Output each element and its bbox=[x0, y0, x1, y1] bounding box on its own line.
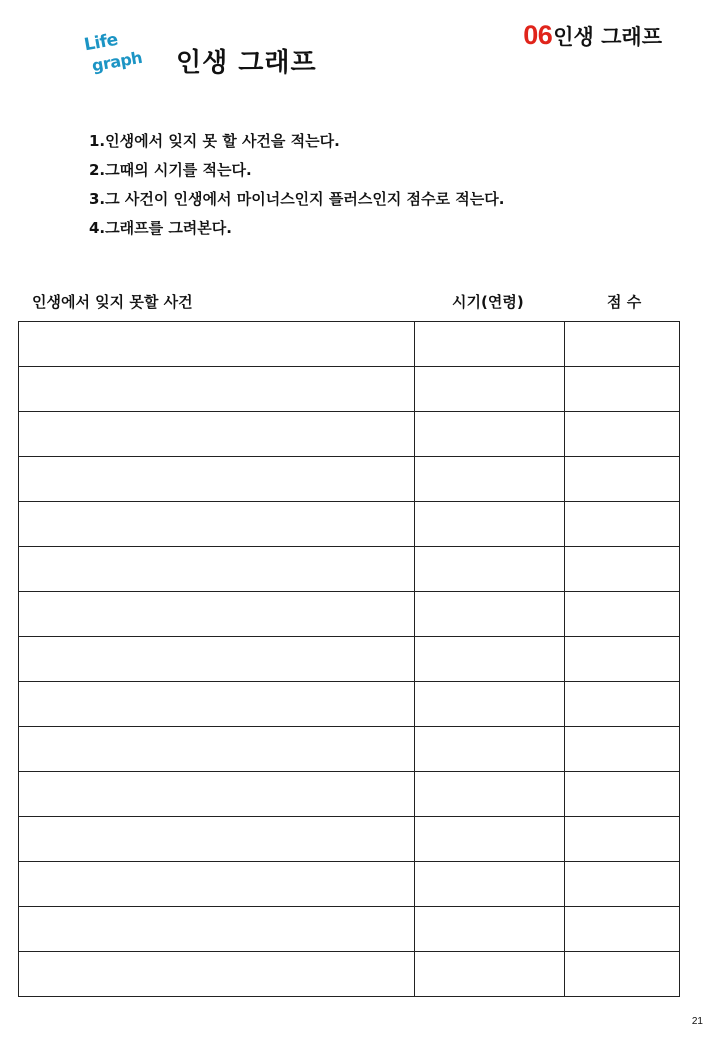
score-cell[interactable] bbox=[565, 637, 680, 682]
instruction-item: 3.그 사건이 인생에서 마이너스인지 플러스인지 점수로 적는다. bbox=[89, 190, 505, 208]
event-cell[interactable] bbox=[19, 952, 415, 997]
age-cell[interactable] bbox=[415, 637, 565, 682]
score-cell[interactable] bbox=[565, 862, 680, 907]
age-cell[interactable] bbox=[415, 547, 565, 592]
chapter-title: 인생 그래프 bbox=[553, 25, 662, 49]
age-cell[interactable] bbox=[415, 862, 565, 907]
event-cell[interactable] bbox=[19, 547, 415, 592]
age-cell[interactable] bbox=[415, 322, 565, 367]
table-row bbox=[19, 412, 680, 457]
page-number: 21 bbox=[691, 1016, 703, 1027]
event-cell[interactable] bbox=[19, 412, 415, 457]
table-row bbox=[19, 592, 680, 637]
score-cell[interactable] bbox=[565, 727, 680, 772]
event-cell[interactable] bbox=[19, 727, 415, 772]
table-row bbox=[19, 367, 680, 412]
table-row bbox=[19, 862, 680, 907]
score-cell[interactable] bbox=[565, 367, 680, 412]
event-cell[interactable] bbox=[19, 682, 415, 727]
logo-text-life: Life bbox=[82, 29, 120, 56]
table-row bbox=[19, 682, 680, 727]
age-cell[interactable] bbox=[415, 457, 565, 502]
event-cell[interactable] bbox=[19, 367, 415, 412]
event-cell[interactable] bbox=[19, 862, 415, 907]
instruction-list bbox=[89, 130, 504, 246]
column-header-age: 시기(연령) bbox=[452, 293, 524, 311]
table-row bbox=[19, 502, 680, 547]
age-cell[interactable] bbox=[415, 772, 565, 817]
age-cell[interactable] bbox=[415, 952, 565, 997]
table-row bbox=[19, 817, 680, 862]
score-cell[interactable] bbox=[565, 772, 680, 817]
table-row bbox=[19, 547, 680, 592]
table-row bbox=[19, 952, 680, 997]
column-header-score: 점 수 bbox=[607, 293, 642, 311]
table-row bbox=[19, 322, 680, 367]
table-row bbox=[19, 907, 680, 952]
instruction-item: 4.그래프를 그려본다. bbox=[89, 219, 232, 237]
event-cell[interactable] bbox=[19, 637, 415, 682]
chapter-heading bbox=[523, 20, 662, 51]
score-cell[interactable] bbox=[565, 502, 680, 547]
age-cell[interactable] bbox=[415, 412, 565, 457]
table-row bbox=[19, 457, 680, 502]
score-cell[interactable] bbox=[565, 547, 680, 592]
life-graph-logo bbox=[80, 21, 155, 90]
age-cell[interactable] bbox=[415, 502, 565, 547]
age-cell[interactable] bbox=[415, 727, 565, 772]
event-cell[interactable] bbox=[19, 817, 415, 862]
table-body bbox=[19, 322, 680, 997]
age-cell[interactable] bbox=[415, 592, 565, 637]
score-cell[interactable] bbox=[565, 322, 680, 367]
age-cell[interactable] bbox=[415, 817, 565, 862]
chapter-number: 06 bbox=[523, 20, 553, 50]
age-cell[interactable] bbox=[415, 682, 565, 727]
score-cell[interactable] bbox=[565, 952, 680, 997]
score-cell[interactable] bbox=[565, 817, 680, 862]
score-cell[interactable] bbox=[565, 592, 680, 637]
event-cell[interactable] bbox=[19, 907, 415, 952]
instruction-item: 2.그때의 시기를 적는다. bbox=[89, 161, 252, 179]
table-row bbox=[19, 727, 680, 772]
event-cell[interactable] bbox=[19, 457, 415, 502]
event-cell[interactable] bbox=[19, 772, 415, 817]
event-cell[interactable] bbox=[19, 502, 415, 547]
life-events-table bbox=[18, 321, 680, 997]
score-cell[interactable] bbox=[565, 457, 680, 502]
score-cell[interactable] bbox=[565, 412, 680, 457]
column-header-event: 인생에서 잊지 못할 사건 bbox=[32, 293, 193, 311]
score-cell[interactable] bbox=[565, 682, 680, 727]
event-cell[interactable] bbox=[19, 322, 415, 367]
logo-text-graph: graph bbox=[90, 47, 144, 76]
event-cell[interactable] bbox=[19, 592, 415, 637]
page-title: 인생 그래프 bbox=[176, 48, 317, 78]
table-row bbox=[19, 637, 680, 682]
table-row bbox=[19, 772, 680, 817]
instruction-item: 1.인생에서 잊지 못 할 사건을 적는다. bbox=[89, 132, 340, 150]
age-cell[interactable] bbox=[415, 367, 565, 412]
score-cell[interactable] bbox=[565, 907, 680, 952]
age-cell[interactable] bbox=[415, 907, 565, 952]
